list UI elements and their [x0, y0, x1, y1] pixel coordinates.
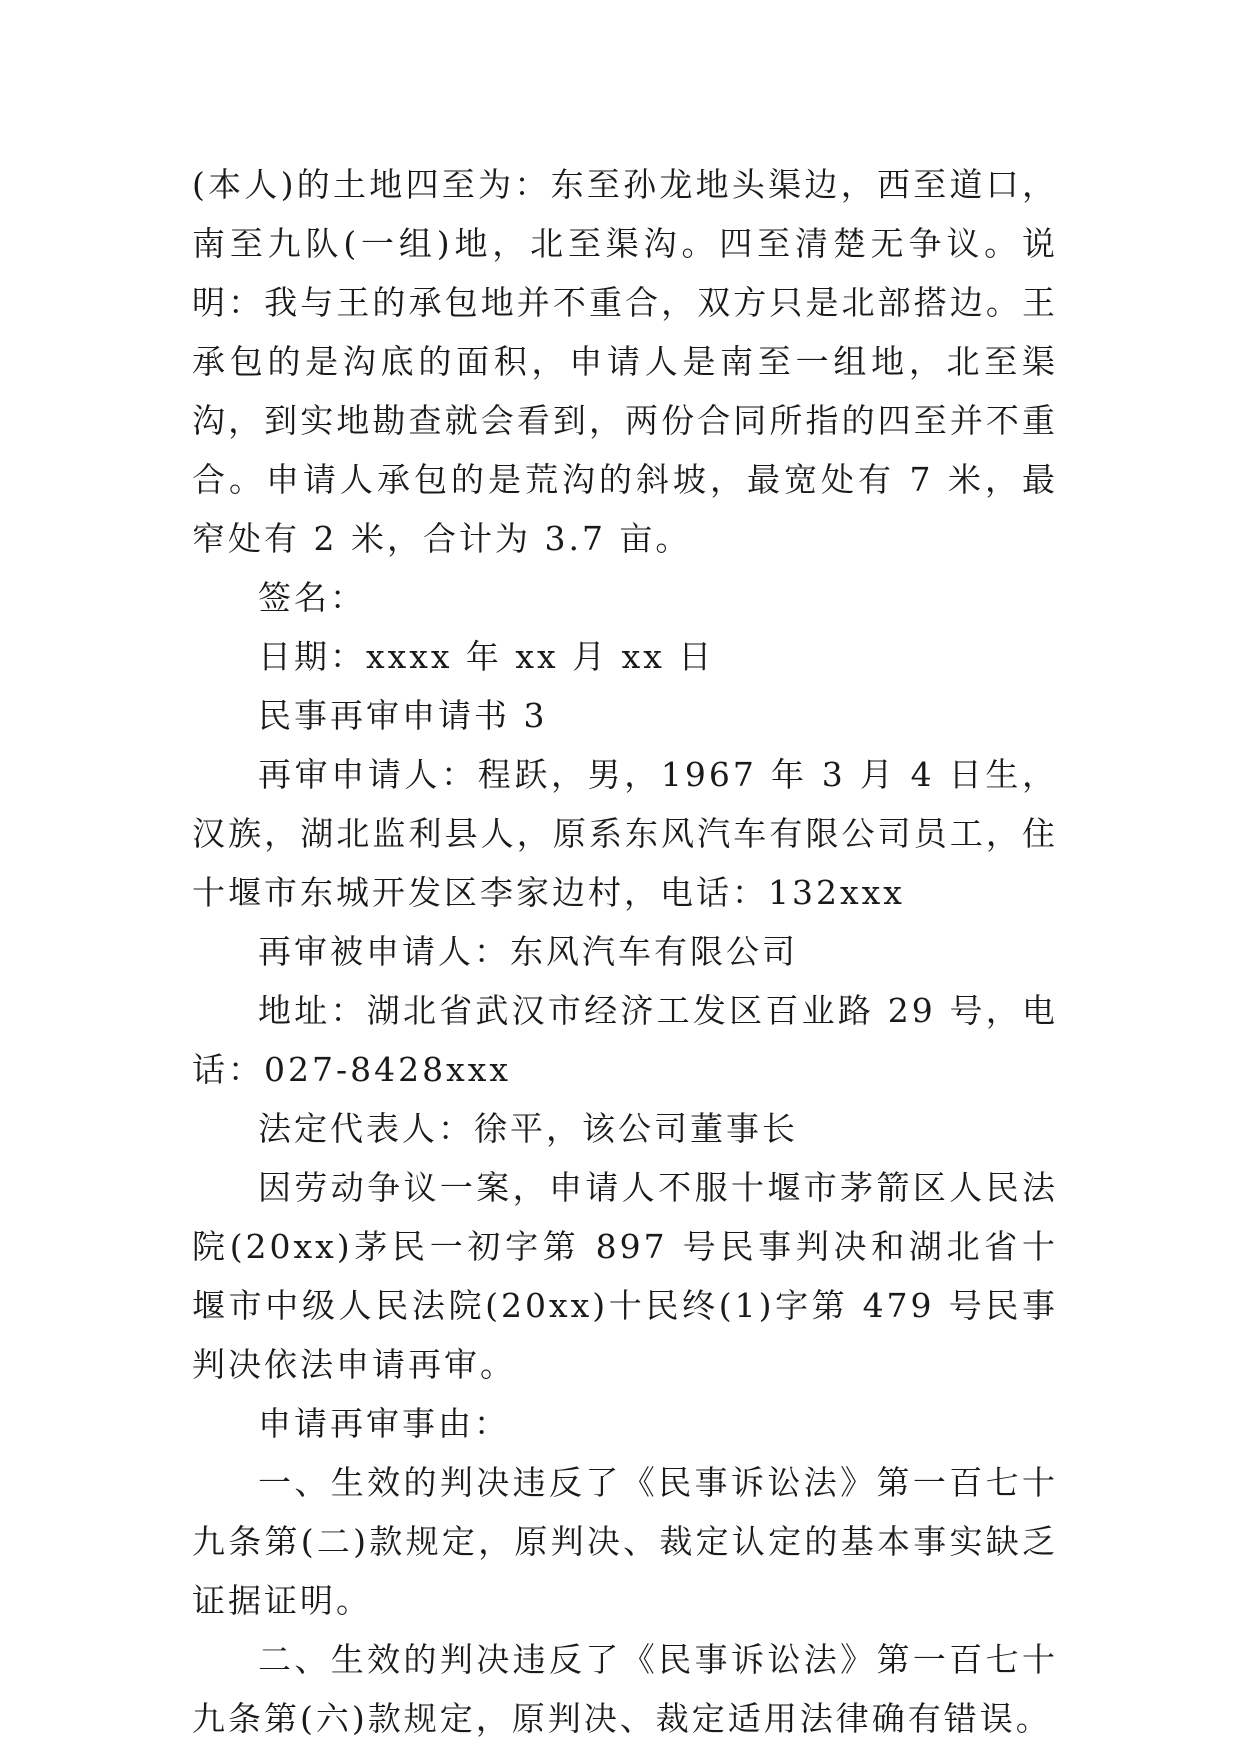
paragraph-ground-two: 二、生效的判决违反了《民事诉讼法》第一百七十九条第(六)款规定，原判决、裁定适用法律确有错误。 [192, 1640, 1058, 1738]
paragraph-applicant: 再审申请人：程跃，男，1967 年 3 月 4 日生，汉族，湖北监利县人，原系东风汽车有限公司员工，住十堰市东城开发区李家边村，电话：132xxx [192, 755, 1058, 912]
paragraph-respondent: 再审被申请人：东风汽车有限公司 [258, 932, 798, 971]
paragraph-signature: 签名： [258, 578, 366, 617]
paragraph-date: 日期：xxxx 年 xx 月 xx 日 [258, 637, 715, 676]
document-body [192, 155, 1058, 1748]
paragraph-ground-one: 一、生效的判决违反了《民事诉讼法》第一百七十九条第(二)款规定，原判决、裁定认定的基本事实缺乏证据证明。 [192, 1463, 1058, 1620]
paragraph-land-boundaries: (本人)的土地四至为：东至孙龙地头渠边，西至道口，南至九队(一组)地，北至渠沟。四至清楚无争议。说明：我与王的承包地并不重合，双方只是北部搭边。王承包的是沟底的面积，申请人是南至一组地，北至渠沟，到实地勘查就会看到，两份合同所指的四至并不重合。申请人承包的是荒沟的斜坡，最宽处有 7 米，最窄处有 2 米，合计为 3.7 亩。 [192, 165, 1058, 558]
paragraph-grounds-heading: 申请再审事由： [258, 1404, 510, 1443]
paragraph-address: 地址：湖北省武汉市经济工发区百业路 29 号，电话：027-8428xxx [192, 991, 1058, 1089]
section-heading: 民事再审申请书 3 [258, 696, 548, 735]
paragraph-legal-representative: 法定代表人：徐平，该公司董事长 [258, 1109, 798, 1148]
paragraph-case-summary: 因劳动争议一案，申请人不服十堰市茅箭区人民法院(20xx)茅民一初字第 897 号民事判决和湖北省十堰市中级人民法院(20xx)十民终(1)字第 479 号民事判决依法申请再审。 [192, 1168, 1058, 1384]
